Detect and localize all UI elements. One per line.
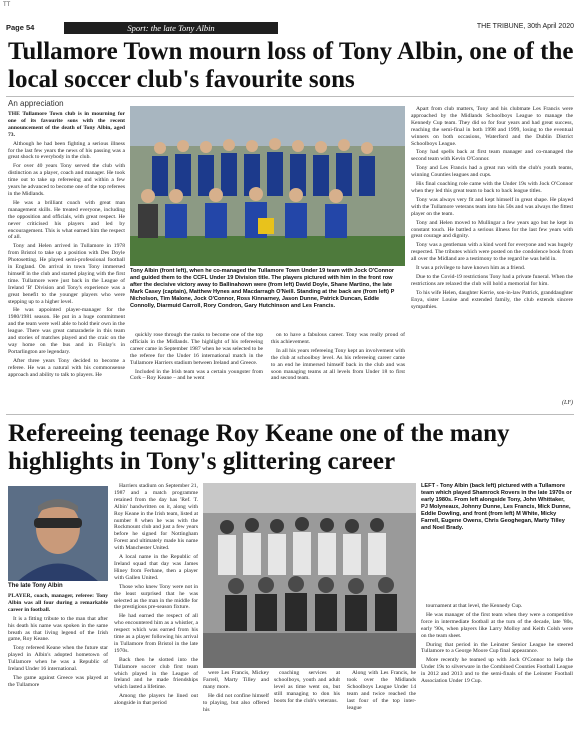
section-banner: Sport: the late Tony Albin	[64, 22, 278, 34]
paragraph: It was a privilege to have known him as a friend.	[416, 265, 526, 272]
portrait-photo	[8, 486, 108, 581]
paragraph: In all his years refereeing Tony kept an involvement with the club at schoolboy level. As his refereeing career came to an end he immersed himself back in the club and was soon managing teams at all levels from Under 18 to first and second team.	[271, 347, 405, 382]
paragraph: Back then he slotted into the Tullamore soccer club first team which played in the League of Ireland and he made friendships which lasted a lifetime.	[114, 656, 198, 691]
paragraph: He was appointed player-manager for the 1980/1981 season. He put in a huge commitment and the team were well able to hold their own in the league. There was great camaraderie in this team and stories of matches played and the craic on the way home on the bus and in Finlay's in Portarlington are legendary.	[8, 307, 125, 355]
paragraph: Tony and Helen moved to Mullingar a few years ago but he kept in constant touch. He battled a serious illness for the last few years with great courage and dignity.	[411, 219, 573, 240]
paragraph: Among the players he lined out alongside in that period	[114, 693, 198, 707]
top-mark: TT	[3, 2, 11, 8]
headline-second: Refereeing teenage Roy Keane one of the many highlights in Tony's glittering career	[8, 420, 510, 475]
paragraph: Along with Les Francis, he took over the Midlands Schoolboys League Under 14 team and twice reached the last four of the top inter-league	[347, 670, 416, 711]
article2-column-3	[203, 670, 269, 728]
article1-column-1	[8, 111, 125, 411]
team-photo-u19	[130, 106, 405, 266]
paragraph: During that period in the Leinster Senior League he steered Tullamore to a George Moore Cup final appearance.	[421, 641, 573, 655]
paragraph: Due to the Covid-19 restrictions Tony had a private funeral. When the restrictions are relaxed the club will hold a memorial for him.	[411, 273, 573, 287]
paragraph: It is a fitting tribute to the man that after his death his name was spoken in the same breath as that living legend of the Irish game, Roy Keane.	[8, 615, 108, 643]
portrait-graphic	[8, 486, 108, 581]
paragraph: THE Tullamore Town club is in mourning for one of its favourite sons with the recent announcement of the death of Tony Albin, aged 73.	[8, 111, 125, 138]
article2-column-2	[114, 483, 198, 728]
paragraph: coaching services at schoolboys, youth and adult level as time went on, but still managing to don his boots for the club's veterans.	[274, 670, 340, 704]
paragraph: were Les Francis, Mickey Farrell, Marty Tilley and many more.	[203, 670, 269, 690]
article2-column-1	[8, 593, 108, 728]
paragraph: on to have a fabulous career. Tony was really proud of this achievement.	[271, 332, 405, 345]
page-header	[6, 22, 574, 35]
paragraph: Tony and Helen arrived in Tullamore in 1978 from Bristol to take up a position with Des Doyle Photosetting. He played semi-professional football in England. On arrival in town Tony immersed himself in the club and started playing with the first time. Tullamore were just back in the League of Ireland 'B' Division and Tony's experience was a great benefit to the younger players who were stepping up to a higher level.	[8, 243, 125, 305]
paragraph: He was a brilliant coach with great man management skills. He treated everyone, including the opposition and officials, with great respect. He never criticised his players and led by encouragement. This is what earned him the respect of all.	[8, 199, 125, 241]
paragraph: Tony had spells back at first team manager and co-managed the second team with Kevin O'Connor.	[411, 149, 573, 163]
headline-main: Tullamore Town mourn loss of Tony Albin, one of the local soccer club's favourite sons	[8, 38, 574, 93]
author-initials: (LF)	[562, 400, 573, 406]
team-photo-1970s	[203, 483, 416, 668]
photo-caption-u19: Tony Albin (front left), when he co-managed the Tullamore Town Under 19 team with Jock O'Connor and guided them to the CCFL Under 19 Division title. The players pictured with him in the front row after the decisive victory away to Ballinahown were (from left) David Doyle, Shane Martino, the late Mark Casey (captain), Matthew Hynes and Macdarragh O'Neill. Standing at the back are (from left) P Nicholson, Tim Malone, Jock O'Connor, Ross Kinnarney, Jason Dunne, Patrick Duncan, Eddie Connolly, Diarmuid Carroll, Rory Condron, Gary Hutchinson and Les Francis.	[130, 268, 395, 309]
paragraph: quickly rose through the ranks to become one of the top officials in the Midlands. The highlight of his refereeing career came in September 1987 when he was selected to be the referee for the Under 16 international match in the Tullamore Harriers stadium between Ireland and Greece.	[130, 332, 263, 366]
article1-column-3	[271, 332, 405, 412]
divider	[6, 414, 574, 415]
article2-column-5	[347, 670, 416, 728]
paragraph: The game against Greece was played at the Tullamore	[8, 674, 108, 688]
page-number: Page 54	[6, 23, 35, 32]
article1-column-4	[411, 106, 573, 398]
paragraph: His final coaching role came with the Under 19s with Jock O'Connor when they led this great team to back to back league titles.	[411, 181, 573, 194]
paragraph: Although he had been fighting a serious illness for the last few years the news of his passing was a great shock to everybody in the club.	[8, 140, 125, 161]
paragraph: More recently he teamed up with Jock O'Connor to help the Under 19s to silverware in the Combined Counties Football League in 2012 and 2013 and to the semi-finals of the Leinster Football Association Under 19 Cup.	[421, 657, 573, 685]
article1-column-2	[130, 332, 263, 412]
portrait-caption: The late Tony Albin	[8, 583, 63, 589]
paragraph: Tony refereed Keane when the future star played in Albin's adopted hometown of Tullamore when he was a Republic of Ireland Under 16 international.	[8, 645, 108, 673]
article2-column-6	[421, 603, 573, 729]
paragraph: Included in the Irish team was a certain youngster from Cork – Roy Keane – and he went	[130, 368, 263, 382]
photo-caption-1970s: LEFT - Tony Albin (back left) pictured with a Tullamore team which played Shamrock Rovers in the late 1970s or early 1980s. From left alongside Tony, John Whittaker, PJ Molyneaux, Johnny Dunne, Les Francis, Mick Dunne, Eddie Dowling, and front (from left) M White, Micky Farrell, Eugene Owens, Chris Geoghegan, Marty Tilley and Noel Brady.	[421, 483, 572, 531]
divider	[6, 96, 574, 97]
issue-date: THE TRIBUNE, 30th April 2020	[476, 23, 574, 30]
paragraph: Tony was always very fit and kept himself in great shape. He played with the Tullamore veterans team into his 50s and was always the fittest player on the team.	[411, 196, 573, 217]
paragraph: He did not confine himself to playing, but also offered his	[203, 692, 269, 713]
paragraph: After three years Tony decided to become a referee. He was a natural with his commonsense approach and ability to talk to players. He	[8, 357, 125, 378]
paragraph: He was manager of the first team when they were a competitive force in intermediate football at the turn of the decade, late '80s, early '90s, when players like Larry Molloy and Keith Colsh were on the team sheet.	[421, 611, 573, 639]
article2-column-4	[274, 670, 340, 728]
paragraph: Tony was a gentleman with a kind word for everyone and was hugely respected. The tributes which were posted on the condolence book from all over the Midland are a testimony to the regard he was held in.	[411, 242, 573, 263]
paragraph: Harriers stadium on September 21, 1987 and a match programme retained from the day has 'Ref. T. Albin' handwritten on it, along with Roy Keane in the Irish team, listed at number 8 when he was with the Rockmount club and just a few years before he signed for Nottingham Forest and ultimately made his name with Manchester United.	[114, 483, 198, 552]
paragraph: Those who knew Tony were not in the least surprised that he was selected as the man in the middle for the prestigious pre-season fixture.	[114, 583, 198, 611]
paragraph: PLAYER, coach, manager, referee: Tony Albin was all four during a remarkable career in football.	[8, 593, 108, 613]
paragraph: A local name in the Republic of Ireland squad that day was James Hiney from Ferbane, then a player with Gallen United.	[114, 554, 198, 581]
team-photo-u19-graphic	[130, 106, 405, 266]
paragraph: To his wife Helen, daughter Kerrie, son-in-law Patrick, granddaughter Enya, sister Louise and extended family, the club extends sincere sympathies.	[411, 289, 573, 310]
section-tag: An appreciation	[8, 99, 64, 108]
paragraph: Apart from club matters, Tony and his clubmate Les Francis were approached by the Midlands Schoolboys League to manage the Kennedy Cup team. They did so for four years and had great success, reaching the semi-final in both 1998 and 1999, losing to the eventual winners on both occasions, Waterford and the Dublin District Schoolboys League.	[411, 106, 573, 147]
paragraph: tournament at that level, the Kennedy Cup.	[426, 603, 523, 609]
paragraph: For over 40 years Tony served the club with distinction as a player, coach and manager. He took time out to take up refereeing and within a few years he advanced to become one of the top referees in the Midlands.	[8, 163, 125, 197]
team-photo-1970s-graphic	[203, 483, 416, 668]
paragraph: Tony and Les Francis had a great run with the club's youth teams, winning Counties leagues and cups.	[411, 165, 573, 179]
paragraph: He had earned the respect of all who encountered him as a whistler, a respect which was earned from his time as a player following his arrival in Tullamore from Bristol in the late 1970s.	[114, 613, 198, 654]
